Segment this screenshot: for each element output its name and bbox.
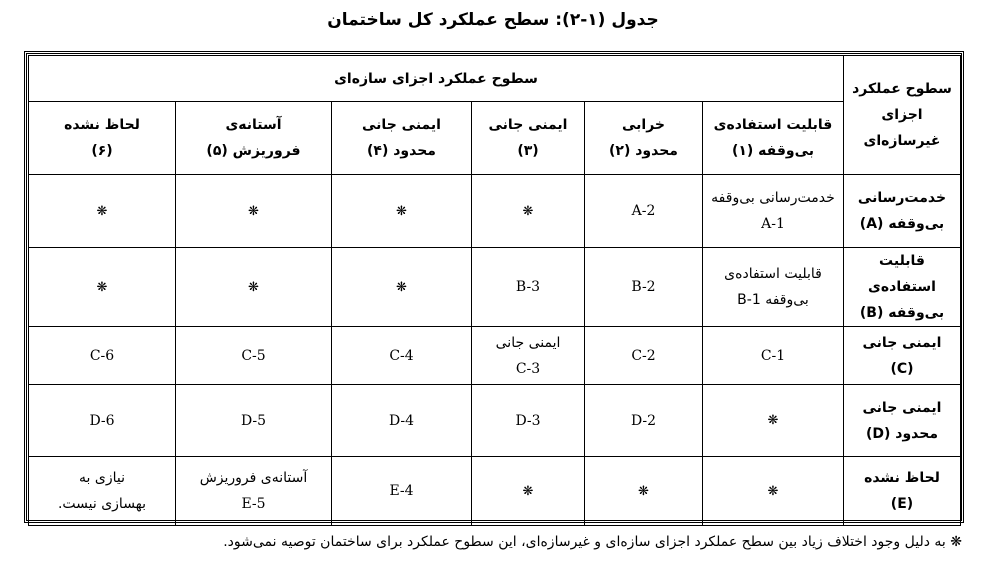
row-header-line: محدود (D) (865, 425, 939, 442)
row-header-line: لحاظ نشده (864, 470, 940, 486)
footnote: ❋ به دلیل وجود اختلاف زیاد بین سطح عملکرد اجزای سازه‌ای و غیرسازه‌ای، این سطوح عملکرد برای ساختمان توصیه نمی‌شود. (223, 534, 962, 550)
table-cell (703, 248, 844, 327)
row-header-line: (E) (890, 496, 914, 512)
column-header (332, 102, 472, 175)
table-cell (585, 457, 703, 526)
cell-code: B-3 (515, 279, 541, 295)
asterisk-mark: ❋ (96, 279, 108, 295)
column-header-line: محدود (۴) (367, 143, 436, 159)
row-header-line: ایمنی جانی (862, 334, 942, 351)
asterisk-mark: ❋ (396, 279, 407, 295)
group-header: سطوح عملکرد اجزای سازه‌ای (29, 56, 844, 102)
table-cell (472, 385, 585, 457)
cell-code: C-1 (760, 347, 786, 364)
column-header-line: قابلیت استفاده‌ی (713, 117, 833, 133)
row-header (844, 248, 961, 327)
column-header (29, 102, 176, 175)
column-header-line: بی‌وقفه (۱) (731, 143, 815, 159)
cell-text: خدمت‌رسانی بی‌وقفه (711, 190, 835, 206)
table-cell (585, 248, 703, 327)
row-header (844, 175, 961, 248)
column-header-line: فروریزش (۵) (206, 143, 301, 159)
asterisk-mark: ❋ (638, 483, 649, 499)
table-row (29, 327, 961, 385)
table-cell (332, 248, 472, 327)
cell-code: A-2 (631, 203, 656, 219)
cell-code: E-5 (241, 496, 266, 512)
table-cell (29, 457, 176, 526)
cell-text: ایمنی جانی (495, 334, 561, 351)
cell-code: D-2 (630, 412, 657, 429)
corner-header-line: اجزای (881, 107, 923, 123)
column-header-line: خرابی (621, 117, 666, 133)
corner-header (844, 56, 961, 175)
column-header-line: محدود (۲) (609, 143, 678, 159)
column-header-line: (۶) (91, 143, 113, 159)
column-header-line: (۳) (517, 143, 539, 159)
table-cell (703, 385, 844, 457)
cell-code: D-5 (240, 412, 267, 429)
cell-code: D-6 (89, 412, 115, 429)
table-cell (332, 457, 472, 526)
row-header (844, 327, 961, 385)
cell-code: C-5 (241, 347, 266, 364)
row-header-line: ایمنی جانی (862, 399, 942, 416)
table-cell (176, 248, 332, 327)
column-header (703, 102, 844, 175)
asterisk-mark: ❋ (96, 203, 108, 219)
column-header-line: ایمنی جانی (488, 117, 568, 133)
table-caption: جدول (۱-۲): سطح عملکرد کل ساختمان (327, 10, 659, 30)
cell-code: C-2 (631, 347, 656, 364)
cell-code: D-3 (515, 412, 541, 429)
table-cell (703, 175, 844, 248)
table-cell (176, 327, 332, 385)
cell-text: قابلیت استفاده‌ی (724, 266, 822, 282)
table-cell (29, 248, 176, 327)
table-cell (176, 457, 332, 526)
cell-code: D-4 (388, 412, 415, 429)
table-cell (332, 175, 472, 248)
asterisk-mark: ❋ (396, 203, 407, 219)
table-row (29, 457, 961, 526)
performance-levels-table (28, 55, 961, 526)
column-header-line: لحاظ نشده (64, 117, 140, 133)
row-header (844, 385, 961, 457)
table-cell (332, 327, 472, 385)
column-header (472, 102, 585, 175)
cell-text: نیازی به (79, 470, 125, 486)
row-header-line: قابلیت استفاده‌ی (868, 253, 936, 295)
table-cell (29, 385, 176, 457)
table-cell (703, 457, 844, 526)
table-cell (585, 327, 703, 385)
column-header (585, 102, 703, 175)
table-cell (176, 175, 332, 248)
table-cell (472, 248, 585, 327)
table-cell (472, 457, 585, 526)
table-cell (585, 385, 703, 457)
row-header-line: بی‌وقفه (A) (859, 216, 945, 232)
row-header-line: خدمت‌رسانی (857, 190, 947, 206)
asterisk-mark: ❋ (767, 483, 779, 499)
column-header (176, 102, 332, 175)
table-cell (29, 175, 176, 248)
cell-code: C-3 (515, 360, 541, 377)
cell-code: C-6 (89, 347, 115, 364)
table-cell (29, 327, 176, 385)
table-cell (332, 385, 472, 457)
row-header-line: بی‌وقفه (B) (859, 305, 945, 321)
table-cell (176, 385, 332, 457)
column-header-line: ایمنی جانی (362, 117, 441, 133)
corner-header-line: سطوح عملکرد (852, 81, 952, 97)
table-row (29, 385, 961, 457)
column-header-line: آستانه‌ی (225, 117, 282, 133)
asterisk-mark: ❋ (248, 203, 259, 219)
row-header-line: (C) (890, 360, 914, 377)
table-cell (472, 175, 585, 248)
cell-code: E-4 (389, 483, 414, 499)
cell-code: A-1 (761, 216, 785, 232)
cell-text: آستانه‌ی فروریزش (199, 470, 308, 486)
asterisk-mark: ❋ (248, 279, 259, 295)
cell-text: بهسازی نیست. (57, 496, 147, 512)
cell-text: بی‌وقفه B-1 (737, 292, 809, 308)
asterisk-mark: ❋ (522, 203, 534, 219)
asterisk-mark: ❋ (522, 483, 534, 499)
table-cell (703, 327, 844, 385)
cell-code: B-2 (631, 279, 656, 295)
row-header (844, 457, 961, 526)
table-cell (585, 175, 703, 248)
table-cell (472, 327, 585, 385)
table-row (29, 175, 961, 248)
asterisk-mark: ❋ (767, 413, 779, 428)
cell-code: C-4 (389, 347, 414, 364)
corner-header-line: غیرسازه‌ای (863, 133, 941, 149)
table-row (29, 248, 961, 327)
